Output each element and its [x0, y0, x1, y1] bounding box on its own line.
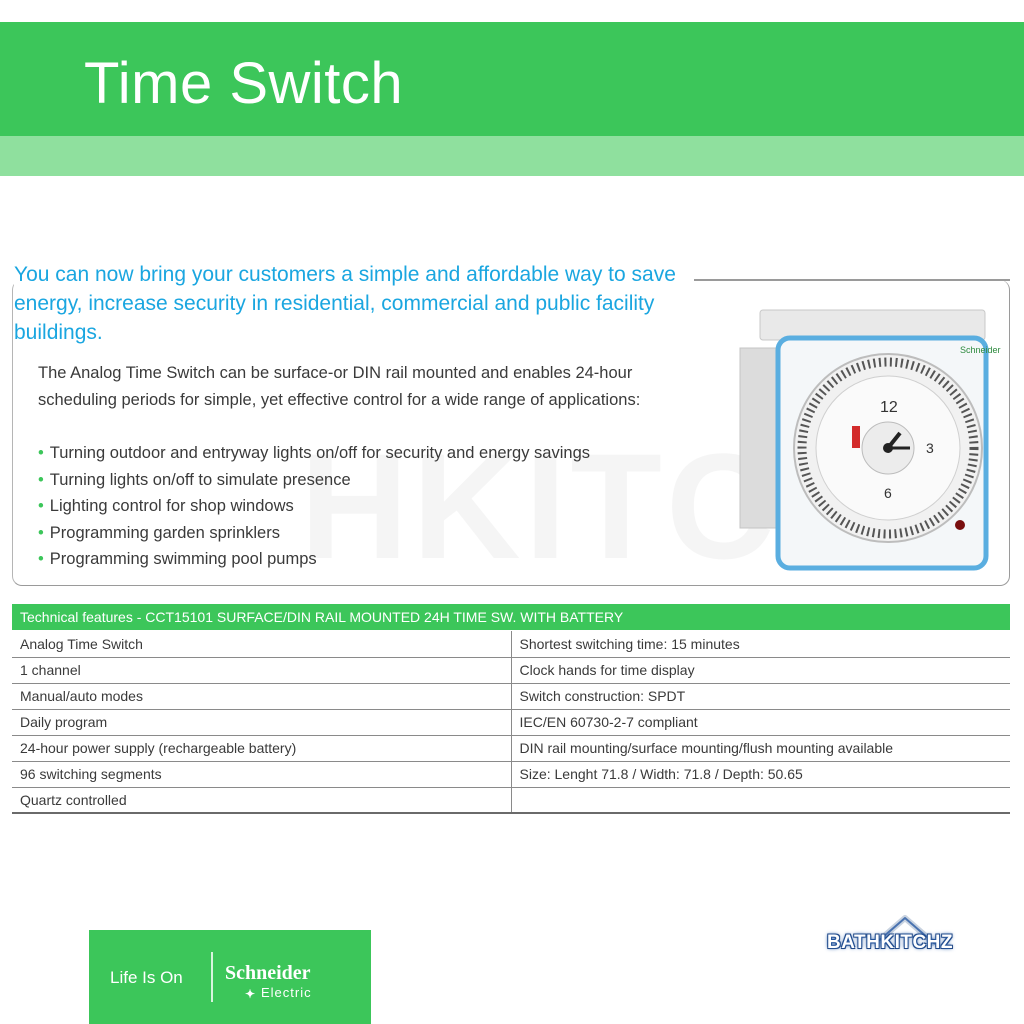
- table-cell: Shortest switching time: 15 minutes: [511, 631, 1010, 657]
- schneider-logo-box: [89, 930, 371, 1024]
- headline: You can now bring your customers a simple and affordable way to save energy, increase security in residential, commercial and public facility buildings.: [14, 260, 694, 347]
- table-cell: 96 switching segments: [12, 761, 511, 787]
- dial-number-6: 6: [884, 485, 892, 501]
- table-row: [12, 761, 1010, 787]
- table-row: [12, 683, 1010, 709]
- list-item: [38, 493, 698, 520]
- table-row: [12, 735, 1010, 761]
- bullet-icon: •: [38, 470, 44, 489]
- table-cell: Size: Lenght 71.8 / Width: 71.8 / Depth: 50.65: [511, 761, 1010, 787]
- dial-number-12: 12: [880, 399, 898, 416]
- header-strip: [0, 136, 1024, 176]
- table-row: [12, 631, 1010, 657]
- table-cell: [511, 787, 1010, 813]
- features-heading: Technical features - CCT15101 SURFACE/DIN RAIL MOUNTED 24H TIME SW. WITH BATTERY: [12, 604, 1010, 630]
- brand-name: Schneider: [225, 962, 311, 984]
- list-item-text: Programming swimming pool pumps: [49, 550, 317, 568]
- dial-number-3: 3: [926, 440, 934, 456]
- list-item-text: Lighting control for shop windows: [49, 497, 294, 515]
- list-item: [38, 467, 698, 494]
- spec-table: [12, 631, 1010, 814]
- table-cell: Analog Time Switch: [12, 631, 511, 657]
- bullet-icon: •: [38, 523, 44, 542]
- life-is-on-text: Life Is On: [110, 968, 183, 987]
- electric-icon: ✦: [245, 987, 256, 1001]
- table-cell: Clock hands for time display: [511, 657, 1010, 683]
- table-cell: 24-hour power supply (rechargeable battery): [12, 735, 511, 761]
- list-item-text: Turning outdoor and entryway lights on/off for security and energy savings: [49, 444, 591, 462]
- list-item: [38, 520, 698, 547]
- intro-paragraph: The Analog Time Switch can be surface-or DIN rail mounted and enables 24-hour scheduling periods for simple, yet effective control for a wide range of applications:: [38, 364, 641, 409]
- table-row: [12, 709, 1010, 735]
- table-cell: Quartz controlled: [12, 787, 511, 813]
- table-row: [12, 787, 1010, 813]
- table-cell: 1 channel: [12, 657, 511, 683]
- table-row: [12, 657, 1010, 683]
- brand-sub: Electric: [261, 985, 312, 1000]
- applications-list: [38, 440, 698, 573]
- table-cell: IEC/EN 60730-2-7 compliant: [511, 709, 1010, 735]
- bullet-icon: •: [38, 550, 44, 568]
- logo-divider: [211, 952, 213, 1002]
- bathkitchz-logo-text: BATHKITCHZ: [827, 932, 954, 953]
- list-item-text: Turning lights on/off to simulate presence: [49, 470, 351, 489]
- table-cell: Daily program: [12, 709, 511, 735]
- time-switch-device-image: [740, 308, 1001, 576]
- table-cell: Manual/auto modes: [12, 683, 511, 709]
- device-brand: Schneider: [960, 345, 1001, 355]
- list-item-text: Programming garden sprinklers: [49, 523, 280, 542]
- list-item: [38, 546, 698, 573]
- list-item: [38, 440, 698, 467]
- bullet-icon: •: [38, 444, 44, 462]
- table-cell: Switch construction: SPDT: [511, 683, 1010, 709]
- page-title: Time Switch: [84, 51, 404, 116]
- table-cell: DIN rail mounting/surface mounting/flush mounting available: [511, 735, 1010, 761]
- bullet-icon: •: [38, 497, 44, 515]
- info-box-top-border: [690, 279, 1010, 281]
